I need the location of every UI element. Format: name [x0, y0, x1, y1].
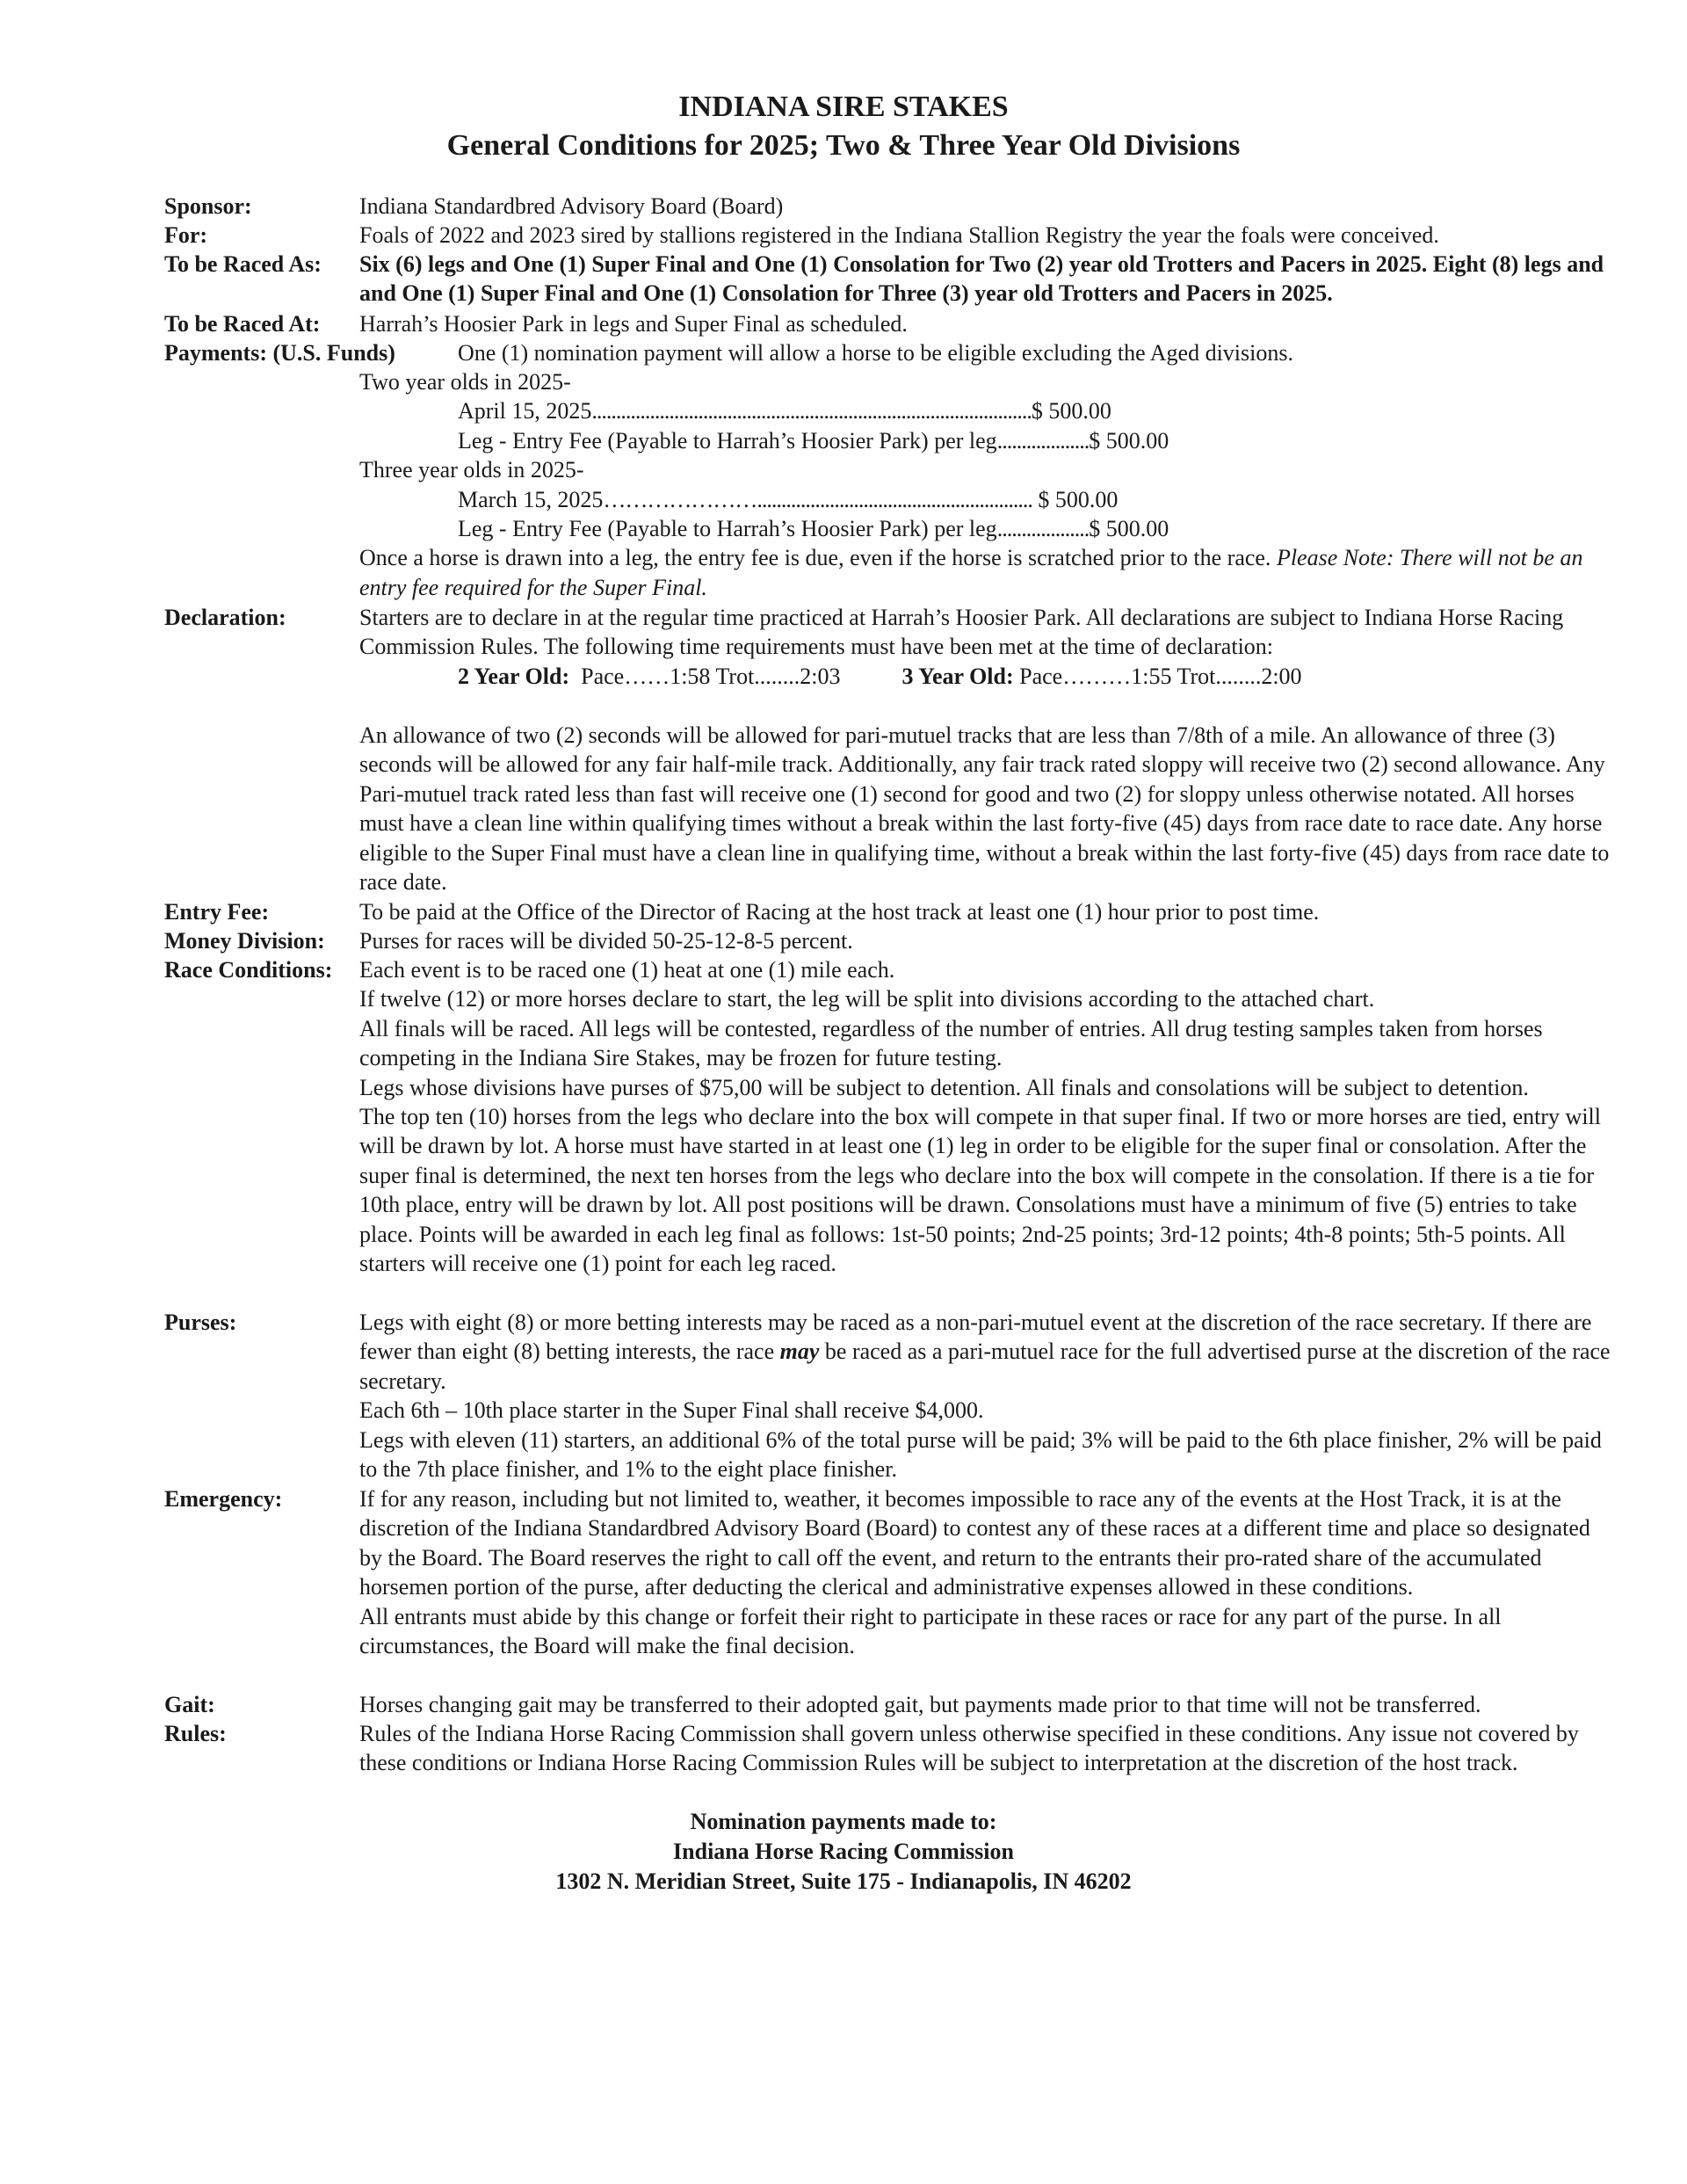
payments-label: Payments: (U.S. Funds) — [164, 340, 395, 366]
payments-text: One (1) nomination payment will allow a horse to be eligible excluding the Aged divisions. — [458, 340, 1293, 366]
payments-note-text: Once a horse is drawn into a leg, the entry fee is due, even if the horse is scratched prior to the race. — [359, 545, 1277, 571]
two-year-times-label: 2 Year Old: — [458, 663, 570, 689]
three-year-nomination-date: March 15, 2025 — [458, 486, 604, 512]
two-year-entry-fee-amount: $ 500.00 — [1089, 427, 1169, 453]
raced-at-text: Harrah’s Hoosier Park in legs and Super Final as scheduled. — [359, 311, 908, 337]
race-conditions-label: Race Conditions: — [164, 957, 333, 983]
money-division-text: Purses for races will be divided 50-25-12-8-5 percent. — [359, 928, 853, 954]
emergency-label: Emergency: — [164, 1486, 283, 1512]
purses-emphasis: may — [779, 1339, 820, 1365]
two-year-nomination-line — [359, 396, 1616, 425]
payments-note-italic: Please Note: There will not be an entry fee required for the Super Final. — [359, 545, 1583, 600]
qualifying-times — [359, 662, 1616, 691]
purses-block — [359, 1308, 1616, 1484]
entry-fee-text: To be paid at the Office of the Director of Racing at the host track at least one (1) hour prior to post time. — [359, 899, 1320, 925]
raced-at-label: To be Raced At: — [164, 311, 321, 337]
sponsor-label: Sponsor: — [164, 193, 252, 219]
declaration-label: Declaration: — [164, 605, 286, 630]
three-year-entry-fee-label: Leg - Entry Fee (Payable to Harrah’s Hoosier Park) per leg — [458, 516, 997, 542]
two-year-heading: Two year olds in 2025- — [359, 369, 571, 395]
two-year-nomination-date: April 15, 2025 — [458, 398, 592, 424]
two-year-entry-fee-label: Leg - Entry Fee (Payable to Harrah’s Hoosier Park) per leg — [458, 427, 997, 453]
declaration-allowance: An allowance of two (2) seconds will be allowed for pari-mutuel tracks that are less than 7/8th of a mile. An allowance of three (3) seconds will be allowed for any fair half-mile track. Additionally, any fair track rated sloppy will receive two (2) second allowance. Any Pari-mutuel track rated less than fast will receive one (1) second for good and two (2) for sloppy unless otherwise notated. All horses must have a clean line within qualifying times without a break within the last forty-five (45) days from race date to race date. Any horse eligible to the Super Final must have a clean line in qualifying time, without a break within the last forty-five (45) days from race date to race date. — [359, 722, 1610, 896]
three-year-entry-fee-amount: $ 500.00 — [1089, 516, 1169, 542]
emergency-paragraph: All entrants must abide by this change or forfeit their right to participate in these races or race for any part of the purse. In all circumstances, the Board will make the final decision. — [359, 1603, 1502, 1659]
page-title: INDIANA SIRE STAKES — [678, 91, 1009, 123]
dot-leader: ................... — [996, 427, 1090, 453]
purses-paragraph: Legs with eleven (11) starters, an additional 6% of the total purse will be paid; 3% will be paid to the 6th place finisher, 2% will be paid to the 7th place finisher, and 1% to the eight place finisher. — [359, 1426, 1602, 1483]
three-year-nomination-amount: $ 500.00 — [1032, 486, 1119, 512]
race-conditions-paragraph: All finals will be raced. All legs will be contested, regardless of the number of entries. All drug testing samples taken from horses competing in the Indiana Sire Stakes, may be frozen for future testing. — [359, 1015, 1543, 1071]
dot-leader: ........................................................................................... — [591, 398, 1032, 424]
race-conditions-paragraph: Legs whose divisions have purses of $75,00 will be subject to detention. All finals and consolations will be subject to detention. — [359, 1074, 1529, 1100]
race-conditions-paragraph: If twelve (12) or more horses declare to start, the leg will be split into divisions according to the attached chart. — [359, 986, 1375, 1012]
footer-line-1: Nomination payments made to: — [690, 1809, 997, 1834]
sponsor-text: Indiana Standardbred Advisory Board (Board) — [359, 193, 784, 219]
payments-note — [359, 543, 1616, 602]
gait-label: Gait: — [164, 1692, 215, 1717]
money-division-label: Money Division: — [164, 928, 325, 954]
dot-leader: …………………......................................................... — [603, 486, 1032, 512]
purses-paragraph: Each 6th – 10th place starter in the Super Final shall receive $4,000. — [359, 1397, 984, 1424]
emergency-block — [359, 1484, 1616, 1660]
gait-text: Horses changing gait may be transferred to their adopted gait, but payments made prior to that time will not be transferred. — [359, 1692, 1481, 1717]
for-label: For: — [164, 222, 208, 248]
purses-text: be raced as a pari-mutuel race for the full advertised purse at the discretion of the race secretary. — [359, 1339, 1611, 1394]
page-subtitle: General Conditions for 2025; Two & Three Year Old Divisions — [446, 129, 1241, 162]
two-year-times: Pace……1:58 Trot........2:03 — [581, 663, 841, 689]
three-year-times-label: 3 Year Old: — [901, 663, 1014, 689]
purses-text: Legs with eight (8) or more betting interests may be raced as a non-pari-mutuel event at the discretion of the race secretary. If there are fewer than eight (8) betting interests, the race — [359, 1310, 1592, 1365]
three-year-times: Pace………1:55 Trot........2:00 — [1019, 663, 1302, 689]
payments-schedule — [359, 367, 1616, 602]
for-text: Foals of 2022 and 2023 sired by stallions registered in the Indiana Stallion Registry the year the foals were conceived. — [359, 222, 1439, 248]
purses-label: Purses: — [164, 1310, 237, 1335]
rules-text: Rules of the Indiana Horse Racing Commission shall govern unless otherwise specified in these conditions. Any issue not covered by these conditions or Indiana Horse Racing Commission Rules will be subject to interpretation at the discretion of the host track. — [359, 1721, 1579, 1776]
declaration-block — [359, 603, 1616, 691]
three-year-entry-fee-line — [359, 514, 1616, 543]
two-year-nomination-amount: $ 500.00 — [1031, 398, 1111, 424]
entry-fee-label: Entry Fee: — [164, 899, 270, 925]
race-conditions-paragraph: The top ten (10) horses from the legs who declare into the box will compete in that super final. If two or more horses are tied, entry will will be drawn by lot. A horse must have started in at least one (1) leg in order to be eligible for the super final or consolation. After the super final is determined, the next ten horses from the legs who declare into the box will compete in the consolation. If there is a tie for 10th place, entry will be drawn by lot. All post positions will be drawn. Consolations must have a minimum of five (5) entries to take place. Points will be awarded in each leg final as follows: 1st-50 points; 2nd-25 points; 3rd-12 points; 4th-8 points; 5th-5 points. All starters will receive one (1) point for each leg raced. — [359, 1104, 1601, 1277]
rules-label: Rules: — [164, 1721, 227, 1746]
three-year-heading: Three year olds in 2025- — [359, 457, 584, 483]
purses-paragraph — [359, 1308, 1616, 1396]
raced-as-text: Six (6) legs and One (1) Super Final and One (1) Consolation for Two (2) year old Trotters and Pacers in 2025. Eight (8) legs and and One (1) Super Final and One (1) Consolation for Three (3) year old Trotters and Pacers in 2025. — [359, 251, 1604, 307]
two-year-entry-fee-line — [359, 426, 1616, 455]
dot-leader: ................... — [996, 516, 1090, 542]
race-conditions-paragraph: Each event is to be raced one (1) heat at one (1) mile each. — [359, 957, 895, 983]
raced-as-label: To be Raced As: — [164, 251, 322, 277]
footer-line-2: Indiana Horse Racing Commission — [673, 1839, 1014, 1864]
declaration-text: Starters are to declare in at the regular time practiced at Harrah’s Hoosier Park. All declarations are subject to Indiana Horse Racing Commission Rules. The following time requirements must have been met at the time of declaration: — [359, 605, 1564, 660]
race-conditions-block — [359, 955, 1616, 1278]
three-year-nomination-line — [359, 485, 1616, 514]
emergency-paragraph: If for any reason, including but not limited to, weather, it becomes impossible to race any of the events at the Host Track, it is at the discretion of the Indiana Standardbred Advisory Board (Board) to contest any of these races at a different time and place so designated by the Board. The Board reserves the right to call off the event, and return to the entrants their pro-rated share of the accumulated horsemen portion of the purse, after deducting the clerical and administrative expenses allowed in these conditions. — [359, 1486, 1590, 1600]
footer-address: 1302 N. Meridian Street, Suite 175 - Indianapolis, IN 46202 — [555, 1868, 1132, 1894]
